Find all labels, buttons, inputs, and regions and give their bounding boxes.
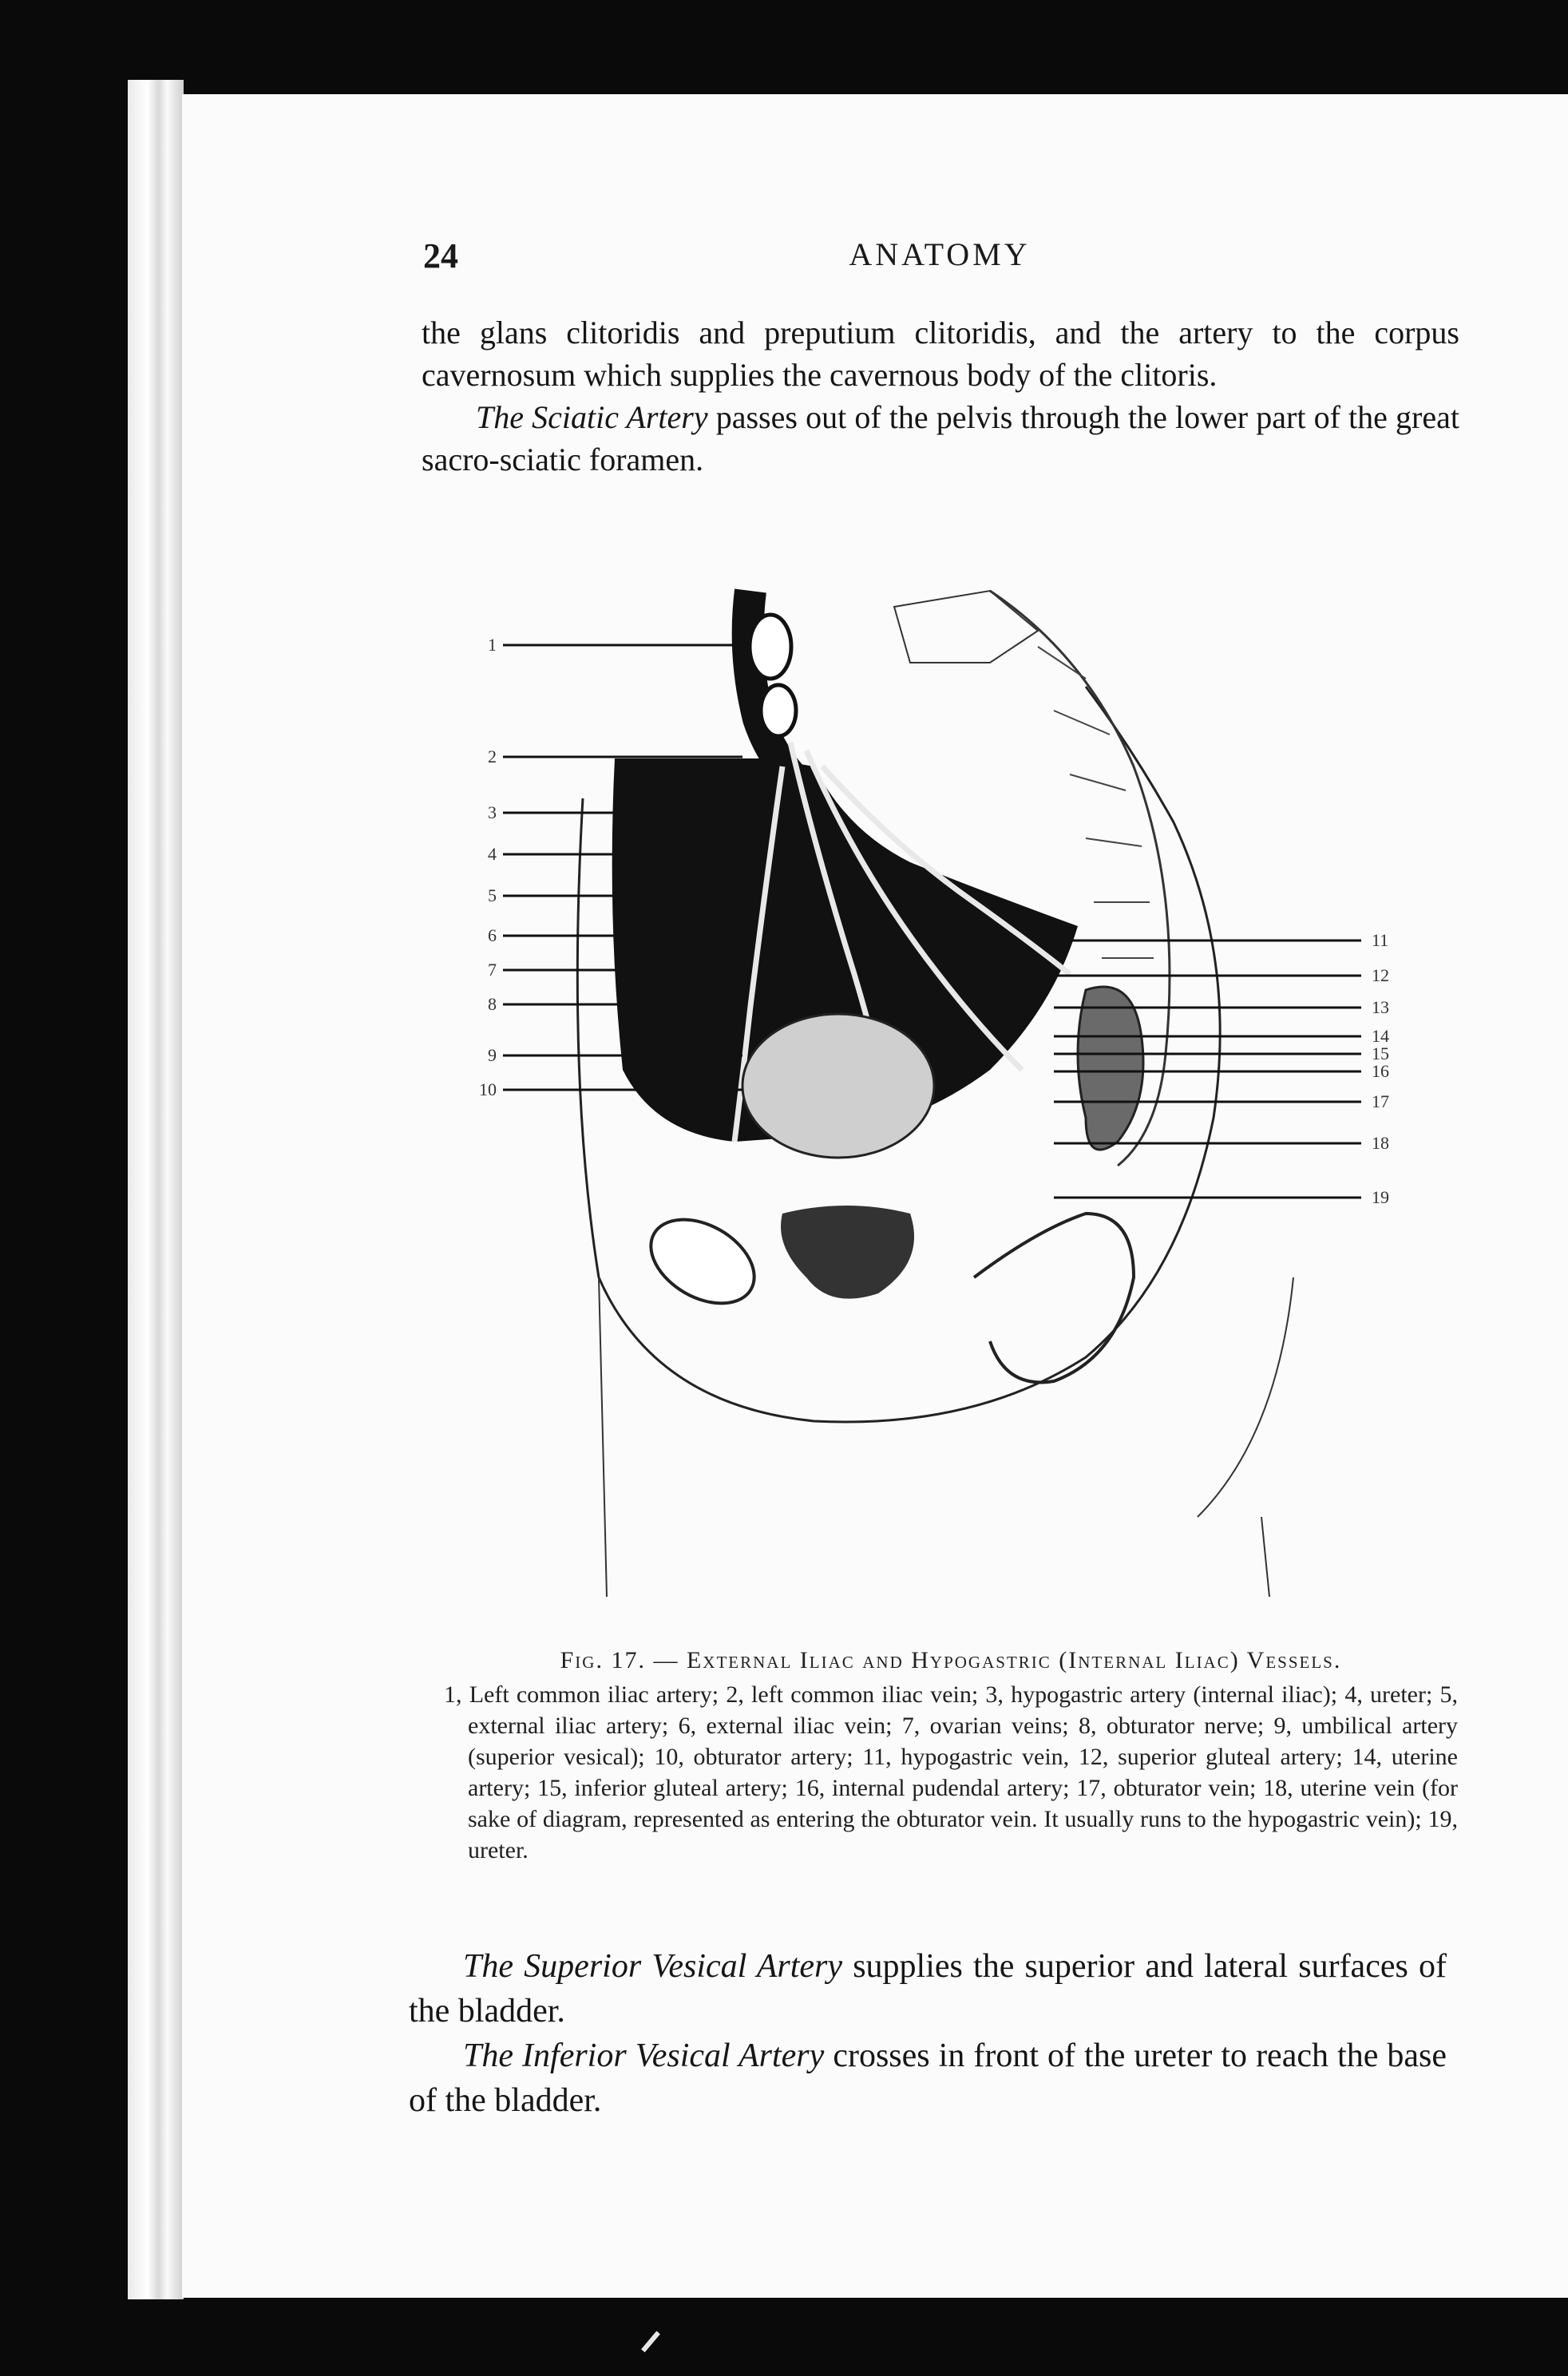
italic-term: The Superior Vesical Artery (463, 1948, 843, 1985)
book-binding-edge (128, 80, 184, 2299)
figure-caption (444, 1645, 1458, 1866)
uterus (1078, 987, 1143, 1150)
paragraph-text: the glans clitoridis and preputium clitoridis, and the artery to the corpus cavernosum which supplies the cavernous body of the clitoris. (422, 315, 1459, 393)
vessel-cross-section-1 (750, 615, 791, 679)
pubic-bone (636, 1202, 769, 1321)
callout-number-19: 19 (1372, 1187, 1389, 1207)
callout-number-7: 7 (488, 960, 497, 980)
callout-number-11: 11 (1372, 930, 1389, 950)
callout-number-3: 3 (488, 802, 497, 822)
callout-number-14: 14 (1372, 1026, 1389, 1046)
paragraph-text: supplies the superior and lateral surfaces of the bladder. (409, 1948, 1447, 2030)
sacral-segments (1038, 647, 1154, 958)
anatomical-illustration (479, 559, 1437, 1597)
callout-number-17: 17 (1372, 1091, 1389, 1111)
paragraph-continuation (422, 311, 1459, 396)
thigh-outline (599, 1277, 1293, 1597)
callout-number-10: 10 (479, 1079, 497, 1099)
running-head (241, 236, 1463, 283)
page-number: 24 (423, 236, 458, 275)
lower-organ (781, 1206, 914, 1299)
callout-number-12: 12 (1372, 965, 1389, 985)
callout-number-4: 4 (488, 844, 497, 864)
paragraph-text: crosses in front of the ureter to reach the base of the bladder. (409, 2037, 1447, 2119)
italic-term: The Sciatic Artery (476, 399, 708, 435)
pelvic-vessels-figure (479, 559, 1437, 1597)
paragraph-superior-vesical (409, 1944, 1447, 2033)
callout-number-1: 1 (488, 635, 497, 655)
bottom-text-block (409, 1944, 1447, 2123)
rectum (974, 1214, 1134, 1382)
italic-term: The Inferior Vesical Artery (463, 2037, 825, 2074)
running-head-title: ANATOMY (849, 236, 1031, 272)
callout-number-13: 13 (1372, 997, 1389, 1017)
paragraph-inferior-vesical (409, 2033, 1447, 2123)
figure-caption-body: 1, Left common iliac artery; 2, left common iliac vein; 3, hypogastric artery (internal iliac); 4, ureter; 5, external iliac artery; 6, external iliac vein; 7, ovarian veins; 8, obturator nerve; 9, umbilical artery (superior vesical); 10, obturator artery; 11, hypogastric vein, 12, superior gluteal artery; 14, uterine artery; 15, inferior gluteal artery; 16, internal pudendal artery; 17, obturator vein; 18, uterine vein (for sake of diagram, represented as entering the obturator vein. It usually runs to the hypogastric vein); 19, ureter. (444, 1681, 1458, 1863)
callout-number-6: 6 (488, 925, 497, 945)
bladder (742, 1014, 934, 1158)
paragraph-sciatic-artery (422, 396, 1459, 481)
paragraph-text: passes out of the pelvis through the lower part of the great sacro-sciatic foramen. (422, 399, 1460, 477)
figure-caption-title: Fig. 17. — External Iliac and Hypogastric (Internal Iliac) Vessels. (560, 1647, 1342, 1673)
page-smudge (641, 2331, 660, 2353)
callout-number-8: 8 (488, 994, 497, 1014)
lumbar-vertebra (894, 591, 1038, 663)
callout-number-9: 9 (488, 1045, 497, 1065)
callout-number-5: 5 (488, 885, 497, 905)
callout-number-18: 18 (1372, 1133, 1389, 1153)
vessel-cross-section-2 (761, 685, 796, 736)
callout-number-2: 2 (488, 746, 497, 766)
top-text-block (422, 311, 1459, 481)
callout-number-15: 15 (1372, 1043, 1389, 1063)
callout-number-16: 16 (1372, 1061, 1389, 1081)
